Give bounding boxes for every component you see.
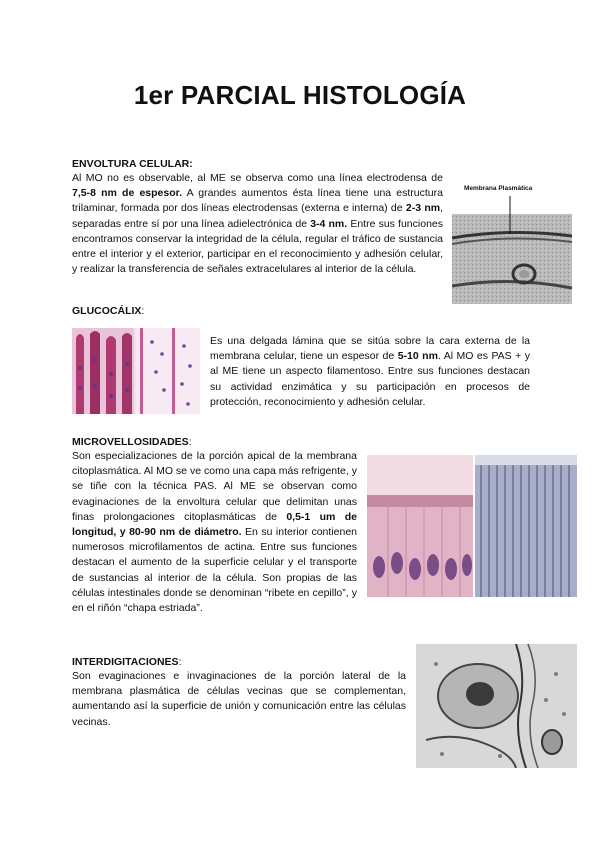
heading-envoltura: ENVOLTURA CELULAR: (72, 158, 193, 170)
text-run: . Al MO es PAS + y al ME tiene un aspecto filamentoso. Entre sus funciones destacan su actividad enzimática y su participación en procesos de protección, reconocimiento y adhesión celular. (210, 350, 530, 408)
membrane-em-figure (452, 176, 572, 304)
bold-run: 2-3 nm (405, 202, 441, 215)
heading-microvellosidades: MICROVELLOSIDADES: (72, 436, 192, 448)
heading-interdigitaciones: INTERDIGITACIONES: (72, 656, 182, 668)
microvilli-micrographs (367, 455, 577, 597)
paragraph-interdigitaciones (72, 669, 406, 730)
glycocalyx-micrograph (72, 328, 200, 414)
paragraph-envoltura (72, 171, 443, 277)
heading-glucocalix: GLUCOCÁLIX: (72, 305, 145, 317)
bold-run: 3-4 nm. (310, 217, 348, 230)
text-run: A grandes aumentos ésta línea tiene una estructura trilaminar, formada por dos líneas electrodensas (externa e interna) de (72, 187, 443, 215)
interdigitations-em-figure (416, 644, 577, 768)
page-title: 1er PARCIAL HISTOLOGÍA (133, 80, 467, 110)
figure-label-membrana: Membrana Plasmática (464, 185, 533, 192)
text-run: Entre sus funciones encontramos conservar la integridad de la célula, regular el tráfico de sustancia entre el interior y el exterior, participar en el reconocimiento y adhesión celular, y realizar la transferencia de señales extracelulares al interior de la célula. (72, 217, 443, 276)
text-run: En su interior contienen numerosos microfilamentos de actina. Entre sus funciones destacan el aumento de la superficie celular y el transporte de sustancias al interior de la célula. Son propias de las células intestinales donde se denominan “ribete en cepillo”, y en el riñón “chapa estriada”. (72, 526, 358, 615)
text-run: Al MO no es observable, al ME se observa como una línea electrodensa de (72, 172, 443, 184)
bold-run: 7,5-8 nm de espesor. (72, 187, 183, 200)
text-run: Son evaginaciones e invaginaciones de la porción lateral de la membrana plasmática de células vecinas que se complementan, aumentando así la superficie de unión y comunicación entre las células vecinas. (72, 670, 406, 728)
paragraph-glucocalix (210, 334, 530, 410)
text-run: Es una delgada lámina que se sitúa sobre la cara externa de la membrana celular, tiene un espesor de (210, 335, 530, 363)
text-run: , separadas entre sí por una línea adielectrónica de (72, 202, 444, 230)
bold-run: 5-10 nm (397, 350, 438, 363)
paragraph-microvellosidades (72, 449, 357, 616)
bold-run: 0,5-1 um de longitud, y 80-90 nm de diámetro. (72, 510, 357, 539)
text-run: Son especializaciones de la porción apical de la membrana citoplasmática. Al MO se ve como una capa más refrigente, y se tiñe con la técnica PAS. Al ME se observan como evaginaciones de la envoltura celular que delimitan unas finas prolongaciones citoplasmáticas de (72, 450, 357, 523)
